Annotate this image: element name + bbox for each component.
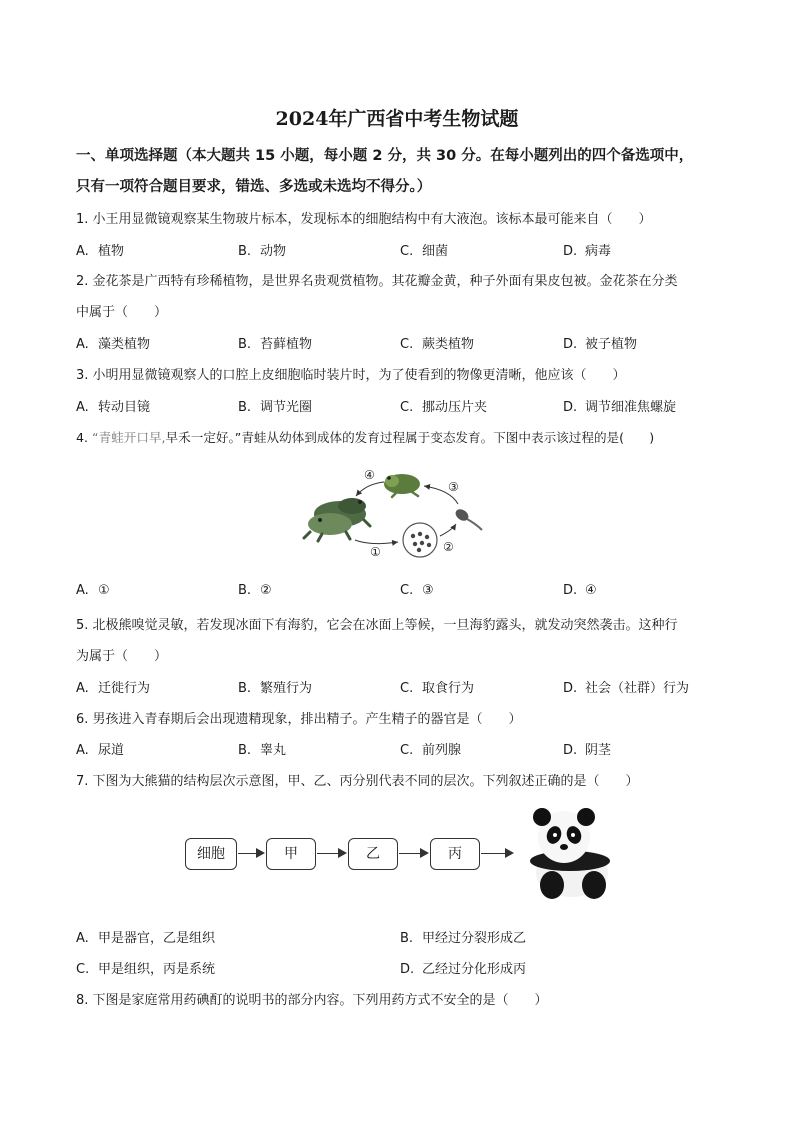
option-d[interactable]: D. 乙经过分化形成丙 <box>400 962 527 977</box>
question-1-options <box>76 240 726 260</box>
question-4-options <box>76 583 726 603</box>
question-3-options <box>76 396 726 416</box>
option-a[interactable]: A. 转动目镜 <box>76 400 151 415</box>
option-d[interactable]: D. ④ <box>563 583 597 598</box>
question-5-text-line-1: 5. 北极熊嗅觉灵敏，若发现冰面下有海豹，它会在冰面上等候，一旦海豹露头，就发动突然袭击。这种行 <box>76 618 678 633</box>
option-b[interactable]: B. 繁殖行为 <box>238 681 313 696</box>
adult-frogs-icon <box>304 498 370 541</box>
question-7-text: 7. 下图为大熊猫的结构层次示意图，甲、乙、丙分别代表不同的层次。下列叙述正确的是（ ） <box>76 774 639 789</box>
option-d[interactable]: D. 社会（社群）行为 <box>563 681 690 696</box>
flow-arrow <box>317 853 345 854</box>
question-2-text-line-1: 2. 金花茶是广西特有珍稀植物，是世界名贵观赏植物。其花瓣金黄，种子外面有果皮包被。金花茶在分类 <box>76 274 678 289</box>
flow-box-bing: 丙 <box>430 838 480 870</box>
flow-box-yi: 乙 <box>348 838 398 870</box>
option-c[interactable]: C. 前列腺 <box>400 743 462 758</box>
question-5-options <box>76 677 726 697</box>
option-a[interactable]: A. 植物 <box>76 244 125 259</box>
frog-eggs-icon <box>403 523 437 557</box>
option-d[interactable]: D. 被子植物 <box>563 337 638 352</box>
option-b[interactable]: B. 动物 <box>238 244 287 259</box>
question-1-text: 1. 小王用显微镜观察某生物玻片标本，发现标本的细胞结构中有大液泡。该标本最可能来自（ ） <box>76 212 652 227</box>
option-a[interactable]: A. 尿道 <box>76 743 125 758</box>
arrow-2 <box>440 524 456 536</box>
panda-image <box>520 805 620 900</box>
section-heading-line-2: 只有一项符合题目要求，错选、多选或未选均不得分。） <box>76 179 432 195</box>
question-6-text: 6. 男孩进入青春期后会出现遗精现象，排出精子。产生精子的器官是（ ） <box>76 712 522 727</box>
flow-arrow <box>399 853 427 854</box>
question-4-text: 4. “青蛙开口早,早禾一定好。”青蛙从幼体到成体的发育过程属于变态发育。下图中表示该过程的是( ) <box>76 430 655 445</box>
option-b[interactable]: B. 睾丸 <box>238 743 287 758</box>
option-b[interactable]: B. 甲经过分裂形成乙 <box>400 931 527 946</box>
question-6-options <box>76 739 726 759</box>
option-d[interactable]: D. 病毒 <box>563 244 612 259</box>
question-8-text: 8. 下图是家庭常用药碘酊的说明书的部分内容。下列用药方式不安全的是（ ） <box>76 993 548 1008</box>
option-b[interactable]: B. 调节光圈 <box>238 400 313 415</box>
question-7-options-row-1 <box>76 927 726 947</box>
option-c[interactable]: C. 细菌 <box>400 244 449 259</box>
question-5-text-line-2: 为属于（ ） <box>76 649 168 664</box>
question-7-options-row-2 <box>76 958 726 978</box>
flow-box-jia: 甲 <box>266 838 316 870</box>
flow-box-cell: 细胞 <box>185 838 237 870</box>
option-a[interactable]: A. 迁徙行为 <box>76 681 151 696</box>
option-c[interactable]: C. 甲是组织，丙是系统 <box>76 962 216 977</box>
option-c[interactable]: C. 取食行为 <box>400 681 475 696</box>
option-a[interactable]: A. 甲是器官，乙是组织 <box>76 931 216 946</box>
option-c[interactable]: C. 蕨类植物 <box>400 337 475 352</box>
young-frog-icon <box>384 474 420 497</box>
option-b[interactable]: B. ② <box>238 583 272 598</box>
flow-arrow <box>238 853 263 854</box>
stage-label-3: ③ <box>448 480 459 494</box>
section-heading <box>76 141 726 203</box>
option-b[interactable]: B. 苔藓植物 <box>238 337 313 352</box>
section-heading-line-1: 一、单项选择题（本大题共 15 小题，每小题 2 分，共 30 分。在每小题列出的四个备选项中， <box>76 148 694 164</box>
flow-arrow <box>481 853 512 854</box>
stage-label-2: ② <box>443 540 454 554</box>
question-2-options <box>76 333 726 353</box>
option-d[interactable]: D. 调节细准焦螺旋 <box>563 400 677 415</box>
option-d[interactable]: D. 阴茎 <box>563 743 612 758</box>
arrow-4 <box>356 482 384 496</box>
arrow-1 <box>355 540 398 544</box>
page-title: 2024年广西省中考生物试题 <box>275 108 519 130</box>
question-3-text: 3. 小明用显微镜观察人的口腔上皮细胞临时装片时，为了使看到的物像更清晰，他应该（ ） <box>76 368 626 383</box>
question-2-text-line-2: 中属于（ ） <box>76 305 168 320</box>
option-c[interactable]: C. 挪动压片夹 <box>400 400 488 415</box>
option-a[interactable]: A. ① <box>76 583 110 598</box>
tadpole-icon <box>453 507 482 530</box>
option-a[interactable]: A. 藻类植物 <box>76 337 151 352</box>
stage-label-4: ④ <box>364 468 375 482</box>
structure-level-flowchart <box>180 836 520 880</box>
option-c[interactable]: C. ③ <box>400 583 434 598</box>
stage-label-1: ① <box>370 545 381 559</box>
frog-life-cycle-diagram <box>300 462 490 562</box>
